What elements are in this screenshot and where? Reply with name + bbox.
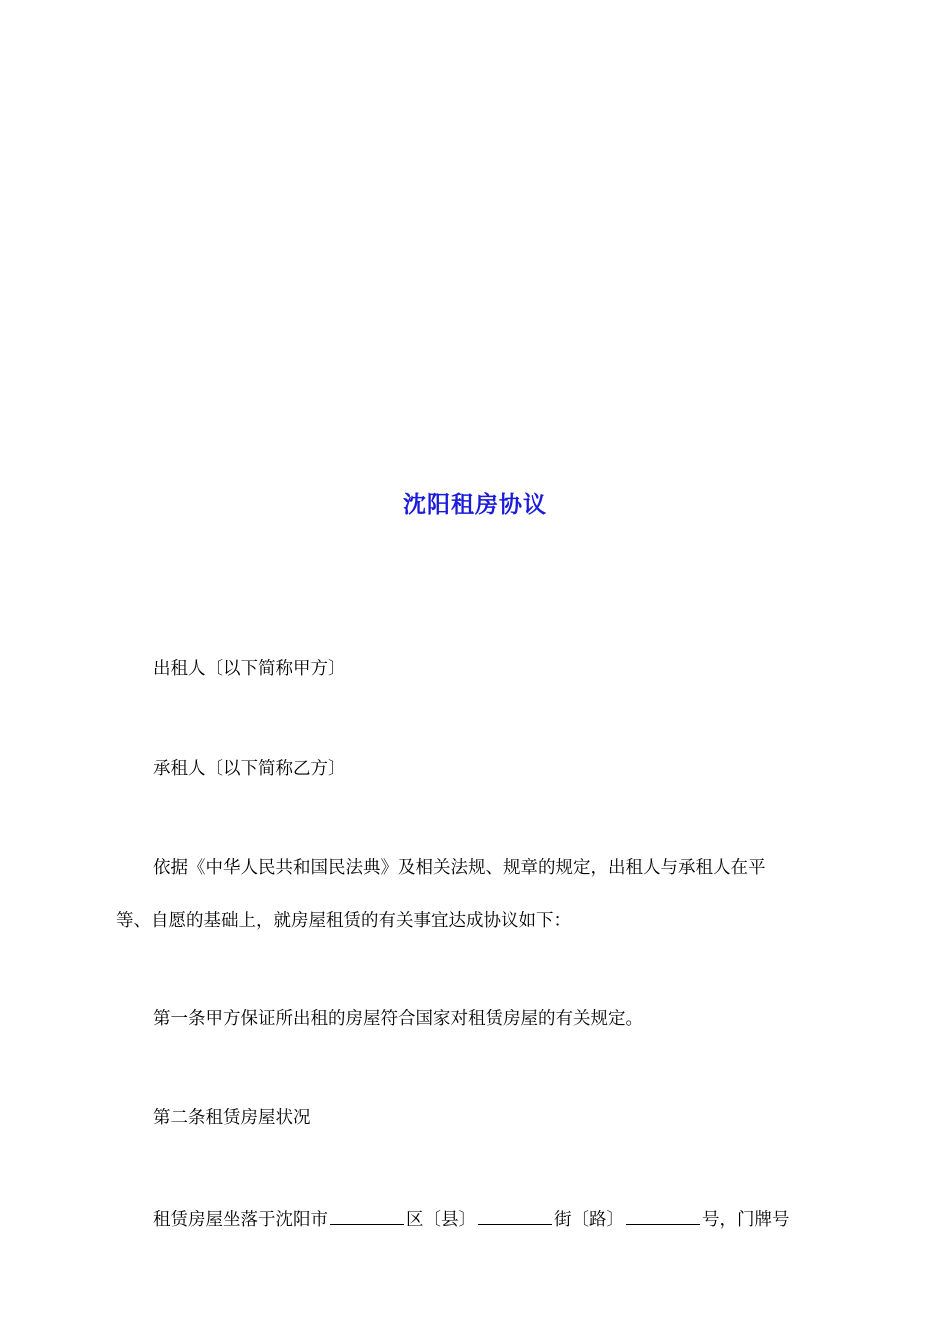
basis-paragraph-line-1: 依据《中华人民共和国民法典》及相关法规、规章的规定，出租人与承租人在平	[153, 858, 766, 878]
location-district: 区〔县〕	[406, 1210, 476, 1230]
article-1: 第一条甲方保证所出租的房屋符合国家对租赁房屋的有关规定。	[153, 1009, 643, 1029]
lessee-line: 承租人〔以下简称乙方〕	[153, 759, 346, 779]
location-prefix: 租赁房屋坐落于沈阳市	[153, 1210, 328, 1230]
basis-paragraph-line-2: 等、自愿的基础上，就房屋租赁的有关事宜达成协议如下：	[116, 911, 571, 931]
article-2-heading: 第二条租赁房屋状况	[153, 1108, 311, 1128]
city-blank	[330, 1206, 404, 1225]
lessor-line: 出租人〔以下简称甲方〕	[153, 659, 346, 679]
street-blank	[626, 1206, 700, 1225]
document-title: 沈阳租房协议	[403, 491, 547, 518]
district-blank	[478, 1206, 552, 1225]
property-location-line	[153, 1206, 790, 1232]
location-number: 号，门牌号	[702, 1210, 790, 1230]
location-street: 街〔路〕	[554, 1210, 624, 1230]
